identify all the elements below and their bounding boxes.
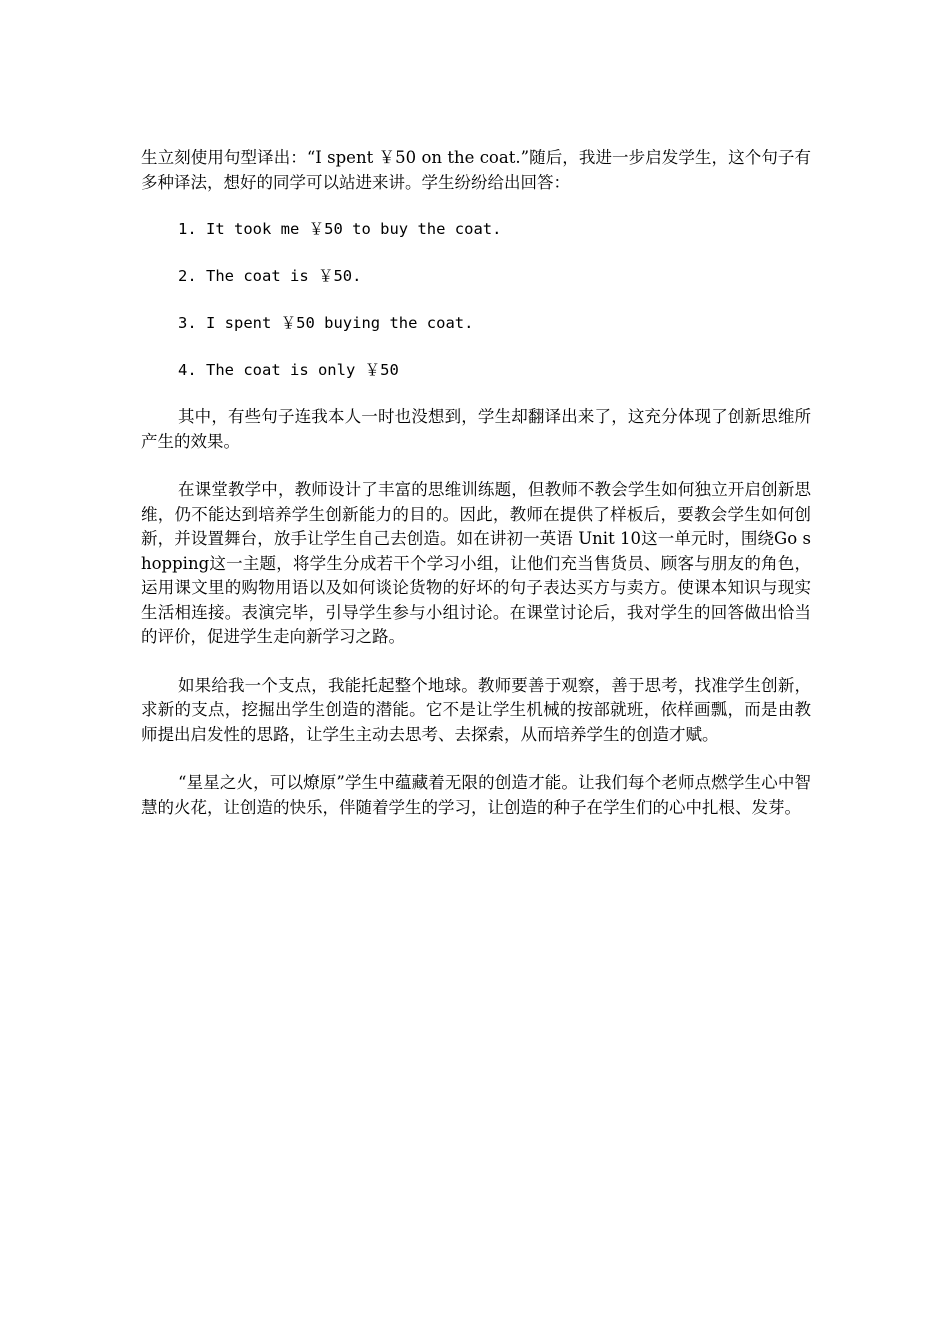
answer-item-3: 3. I spent ￥50 buying the coat.	[178, 314, 474, 332]
answer-item-1: 1. It took me ￥50 to buy the coat.	[178, 220, 502, 238]
answer-list	[141, 218, 811, 382]
document-page	[141, 146, 811, 844]
body-paragraph-1: 其中，有些句子连我本人一时也没想到，学生却翻译出来了，这充分体现了创新思维所产生的效果。	[141, 407, 811, 451]
body-paragraph-4: “星星之火，可以燎原”学生中蕴藏着无限的创造才能。让我们每个老师点燃学生心中智慧的火花，让创造的快乐，伴随着学生的学习，让创造的种子在学生们的心中扎根、发芽。	[141, 773, 811, 817]
intro-paragraph: 生立刻使用句型译出：“I spent ￥50 on the coat.”随后，我进一步启发学生，这个句子有多种译法，想好的同学可以站进来讲。学生纷纷给出回答：	[141, 148, 811, 192]
answer-item-2: 2. The coat is ￥50.	[178, 267, 362, 285]
body-paragraph-3: 如果给我一个支点，我能托起整个地球。教师要善于观察，善于思考，找准学生创新，求新的支点，挖掘出学生创造的潜能。它不是让学生机械的按部就班，依样画瓢，而是由教师提出启发性的思路，让学生主动去思考、去探索，从而培养学生的创造才赋。	[141, 675, 811, 744]
answer-item-4: 4. The coat is only ￥50	[178, 361, 399, 379]
body-paragraph-2: 在课堂教学中，教师设计了丰富的思维训练题，但教师不教会学生如何独立开启创新思维，仍不能达到培养学生创新能力的目的。因此，教师在提供了样板后，要教会学生如何创新，并设置舞台，放手让学生自己去创造。如在讲初一英语 Unit 10这一单元时，围绕Go shopping这一主题，将学生分成若干个学习小组，让他们充当售货员、顾客与朋友的角色，运用课文里的购物用语以及如何谈论货物的好坏的句子表达买方与卖方。使课本知识与现实生活相连接。表演完毕，引导学生参与小组讨论。在课堂讨论后，我对学生的回答做出恰当的评价，促进学生走向新学习之路。	[141, 480, 811, 646]
